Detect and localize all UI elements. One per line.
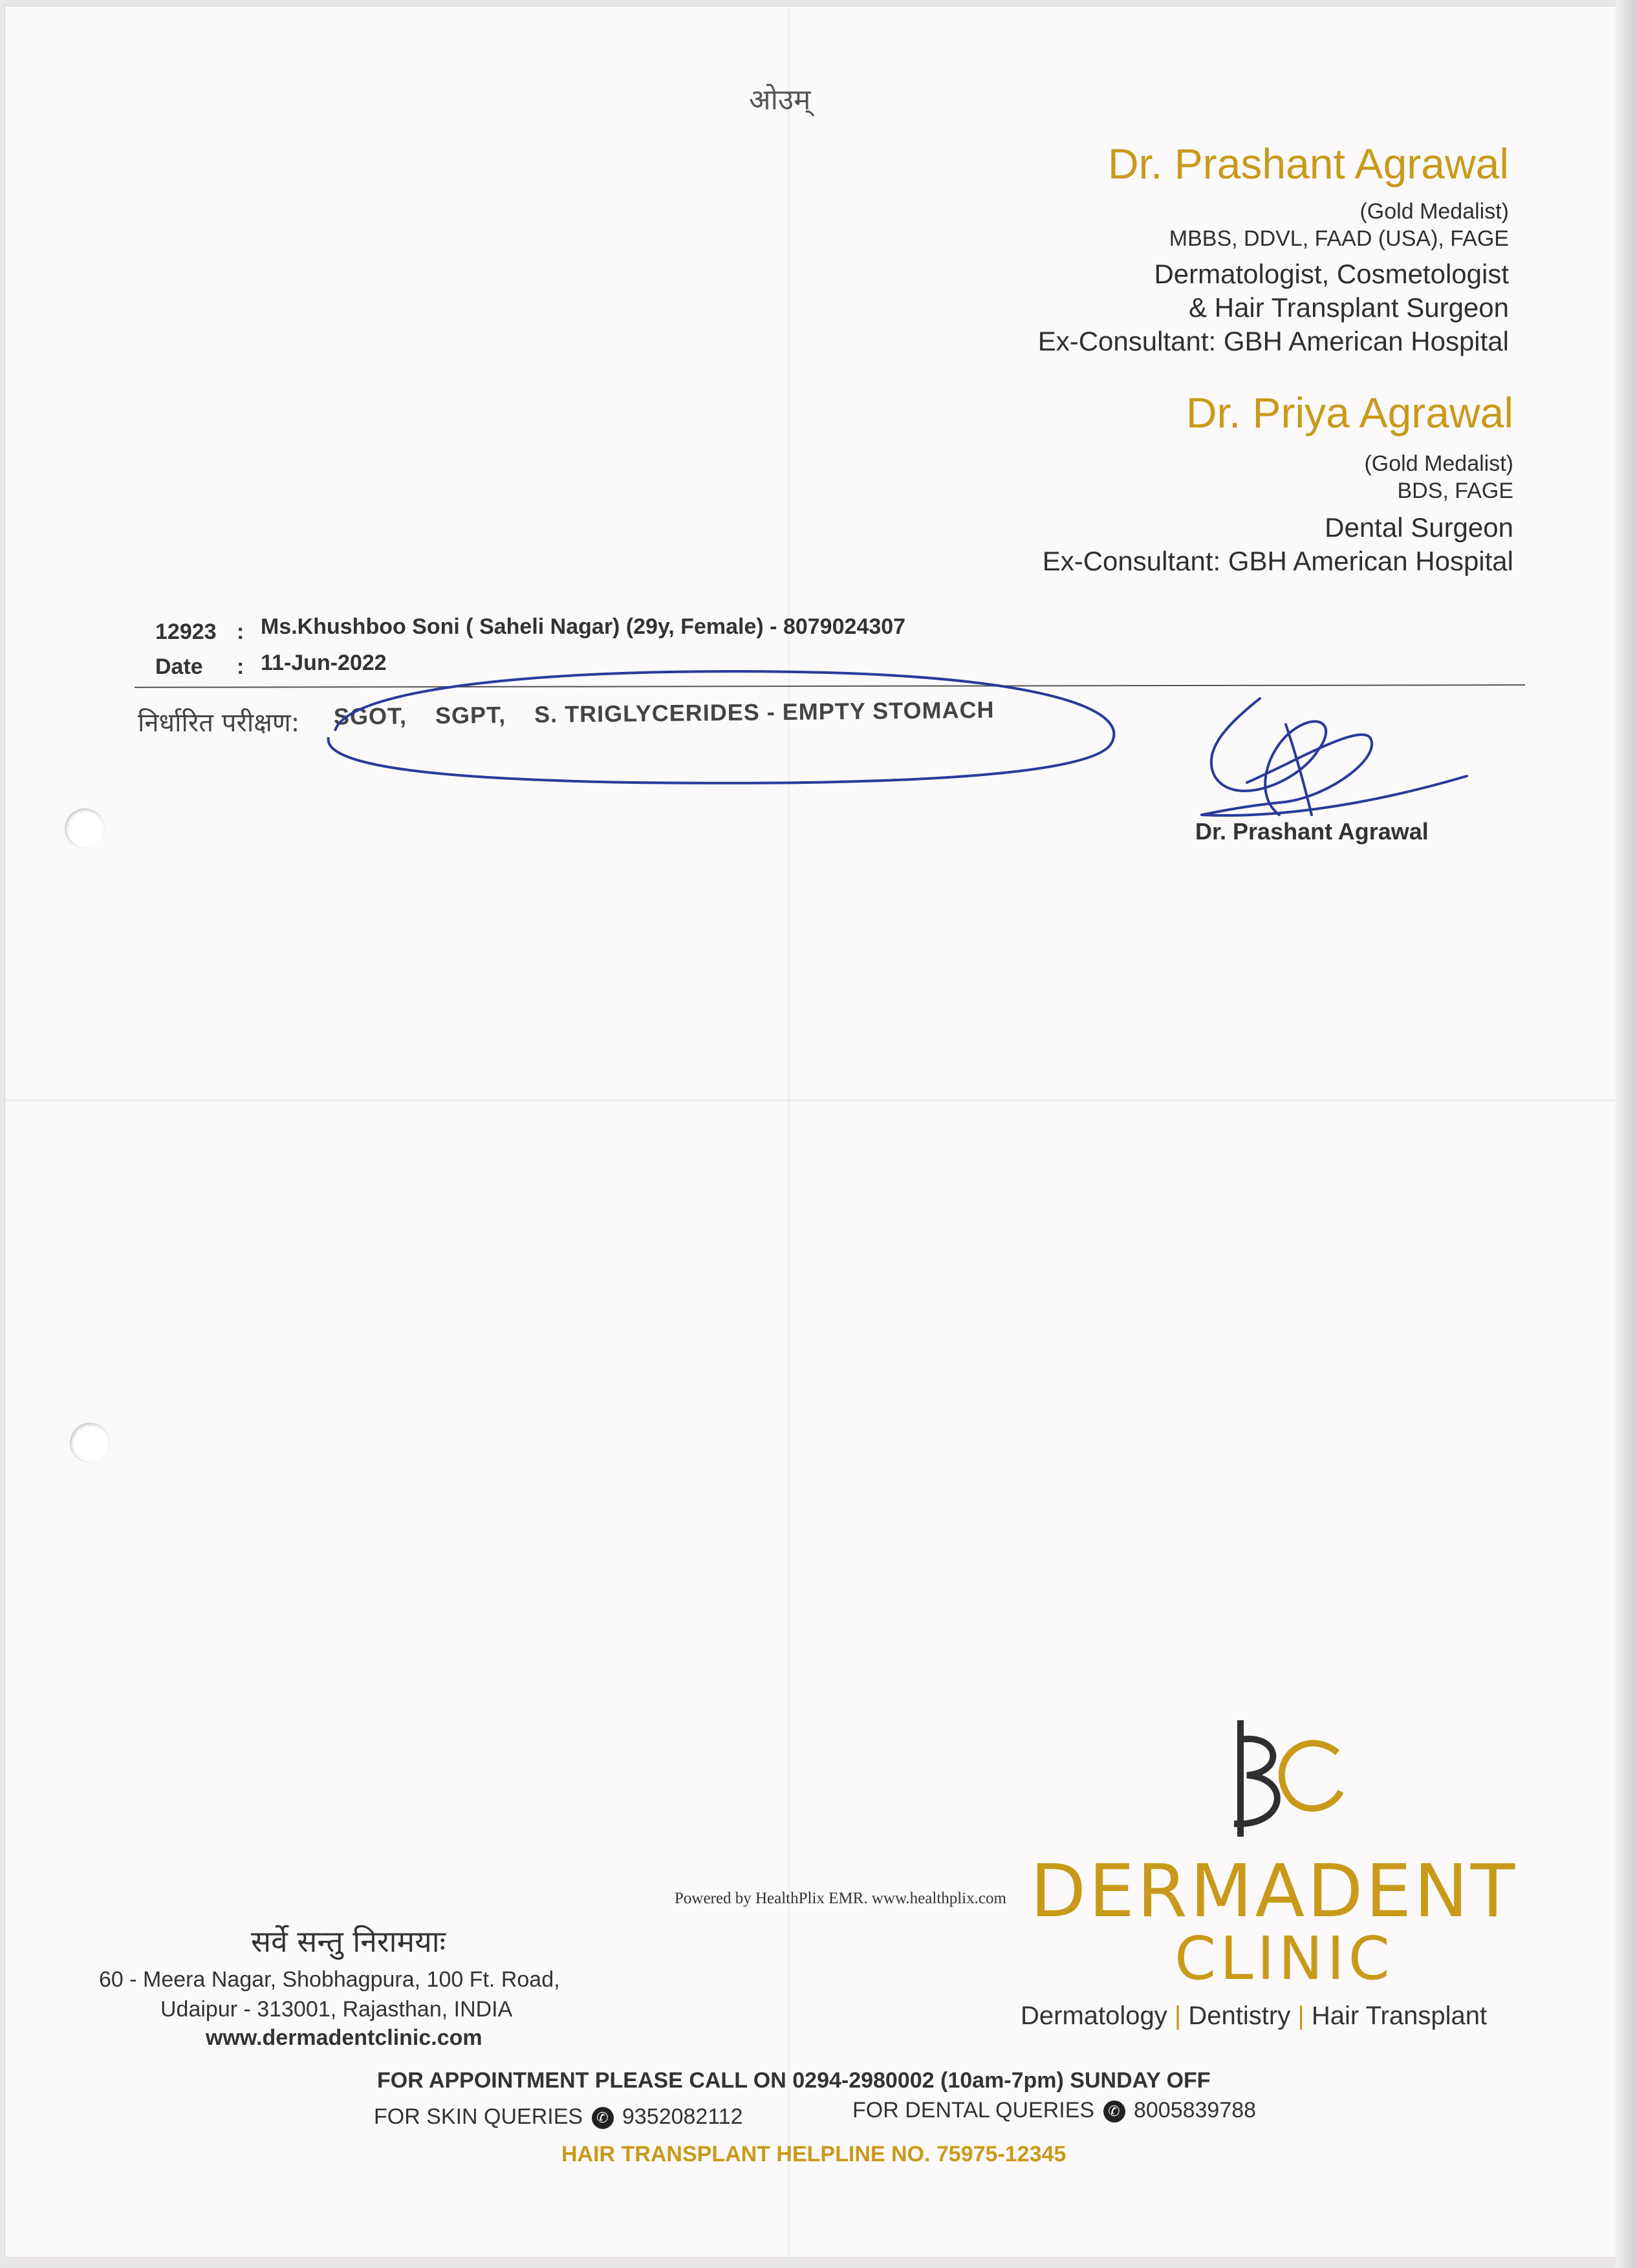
patient-id: 12923: [155, 620, 217, 644]
whatsapp-icon: ✆: [1103, 2101, 1125, 2122]
doctor1-specialty-1: Dermatologist, Cosmetologist: [1154, 259, 1509, 289]
om-heading: ओउम्: [749, 83, 811, 116]
powered-by: Powered by HealthPlix EMR. www.healthplix.com: [675, 1890, 1006, 1907]
service-separator: |: [1297, 2002, 1305, 2030]
patient-id-colon: :: [237, 620, 244, 644]
patient-details: Ms.Khushboo Soni ( Saheli Nagar) (29y, Female) - 8079024307: [261, 614, 906, 639]
date-label: Date: [155, 654, 203, 679]
website[interactable]: www.dermadentclinic.com: [206, 2025, 482, 2050]
doctor1-medal: (Gold Medalist): [1359, 199, 1509, 224]
prescription-date: 11-Jun-2022: [261, 651, 387, 675]
brand-subtitle: CLINIC: [1175, 1924, 1394, 1993]
paper-fold-vertical: [788, 6, 790, 2257]
doctor2-medal: (Gold Medalist): [1364, 451, 1513, 476]
service-hair-transplant: Hair Transplant: [1311, 2002, 1488, 2030]
skin-queries-phone: 9352082112: [622, 2104, 743, 2129]
tests-list: SGOT, SGPT, S. TRIGLYCERIDES - EMPTY STOMACH: [333, 696, 995, 730]
service-dermatology: Dermatology: [1021, 2002, 1167, 2030]
bc-logo-icon: [1208, 1714, 1350, 1843]
appointment-line: FOR APPOINTMENT PLEASE CALL ON 0294-2980002 (10am-7pm) SUNDAY OFF: [377, 2068, 1211, 2093]
services-line: [1021, 2002, 1487, 2031]
skin-queries-label: FOR SKIN QUERIES: [374, 2104, 583, 2129]
doctor1-degrees: MBBS, DDVL, FAAD (USA), FAGE: [1169, 226, 1509, 251]
helpline: HAIR TRANSPLANT HELPLINE NO. 75975-12345: [561, 2142, 1067, 2166]
address-line-1: 60 - Meera Nagar, Shobhagpura, 100 Ft. Road,: [99, 1967, 560, 1992]
tests-label: निर्धारित परीक्षण:: [138, 708, 300, 738]
dental-queries-phone: 8005839788: [1133, 2098, 1257, 2122]
punch-hole: [70, 1423, 110, 1463]
punch-hole: [65, 808, 105, 848]
service-dentistry: Dentistry: [1188, 2002, 1291, 2030]
ink-circle-annotation: [309, 660, 1124, 789]
doctor1-name: Dr. Prashant Agrawal: [1108, 140, 1509, 188]
doctor2-name: Dr. Priya Agrawal: [1186, 389, 1513, 437]
dental-queries: [852, 2098, 1256, 2123]
doctor1-specialty-2: & Hair Transplant Surgeon: [1189, 292, 1509, 323]
doctor2-degrees: BDS, FAGE: [1397, 479, 1513, 503]
dental-queries-label: FOR DENTAL QUERIES: [852, 2098, 1095, 2122]
prescription-page: [5, 6, 1616, 2257]
service-separator: |: [1174, 2002, 1182, 2030]
address-line-2: Udaipur - 313001, Rajasthan, INDIA: [160, 1997, 513, 2022]
doctor2-ex-consultant: Ex-Consultant: GBH American Hospital: [1042, 546, 1513, 576]
paper-edge: [1616, 0, 1635, 2268]
paper-fold: [5, 1099, 1616, 1101]
date-colon: :: [237, 654, 244, 679]
motto: सर्वे सन्तु निरामयाः: [251, 1924, 446, 1959]
doctor2-specialty: Dental Surgeon: [1325, 512, 1513, 543]
whatsapp-icon: ✆: [592, 2107, 614, 2129]
skin-queries: [374, 2104, 743, 2130]
signature-name: Dr. Prashant Agrawal: [1195, 818, 1429, 845]
brand-name: DERMADENT: [1030, 1850, 1518, 1934]
doctor1-ex-consultant: Ex-Consultant: GBH American Hospital: [1037, 326, 1509, 356]
signature-scribble: [1189, 686, 1473, 841]
